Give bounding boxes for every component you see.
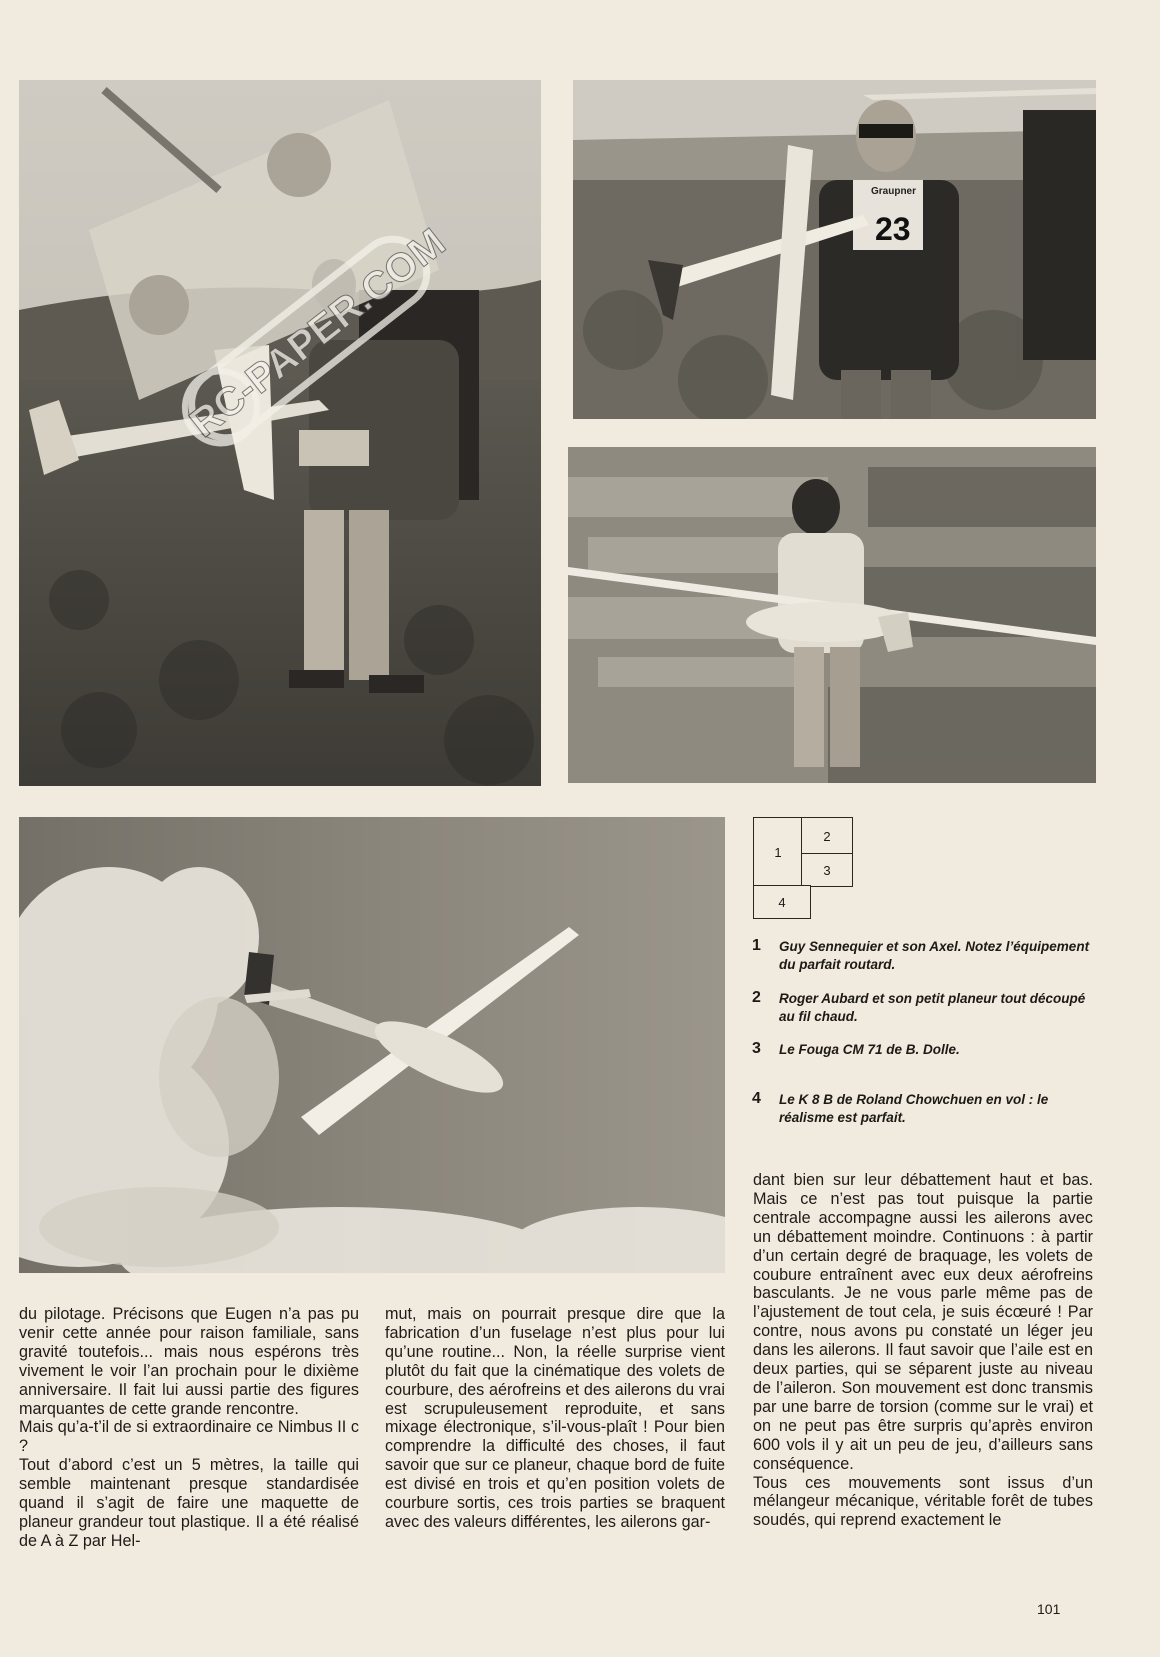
rc-paper-watermark bbox=[19, 80, 541, 786]
caption-3 bbox=[752, 1041, 1092, 1059]
caption-1 bbox=[752, 938, 1092, 974]
legend-cell-2 bbox=[801, 817, 853, 855]
caption-4 bbox=[752, 1091, 1092, 1127]
caption-number: 1 bbox=[752, 937, 761, 954]
legend-label-2: 2 bbox=[823, 828, 831, 844]
text-column-middle bbox=[385, 1305, 725, 1532]
photo-3-fouga-glider bbox=[568, 447, 1096, 783]
caption-number: 4 bbox=[752, 1090, 761, 1107]
legend-cell-3 bbox=[801, 853, 853, 887]
legend-label-1: 1 bbox=[774, 844, 782, 860]
photo-2-pilot-small-glider bbox=[573, 80, 1096, 419]
bib-sponsor-text: Graupner bbox=[871, 186, 917, 197]
paragraph: dant bien sur leur débattement haut et bas. Mais ce n’est pas tout puisque la partie centrale accompagne aussi les ailerons avec un débattement moindre. Continuons : à partir d’un certain degré de braquage, les volets de coubure entraînent avec eux deux aérofreins basculants. Je ne vous parle même pas de l’ajustement de tout cela, je suis écœuré ! Par contre, nous avons pu constaté un léger jeu dans les ailerons. Il faut savoir que l’aile est en deux parties, qui se séparent juste au niveau de l’aileron. Son mouvement est donc transmis par une barre de torsion (comme sur le vrai) et on ne peut pas être surpris qu’après environ 600 vols il y ait un peu de jeu, d’ailleurs sans conséquence. bbox=[753, 1171, 1093, 1473]
paragraph: Tout d’abord c’est un 5 mètres, la taille qui semble maintenant presque standardisée quand il s’agit de faire une maquette de planeur grandeur tout plastique. Il a été réalisé de A à Z par Hel- bbox=[19, 1456, 359, 1550]
text-column-left bbox=[19, 1305, 359, 1551]
caption-number: 2 bbox=[752, 989, 761, 1006]
legend-label-4: 4 bbox=[778, 894, 786, 910]
bib-number-text: 23 bbox=[875, 211, 911, 247]
legend-cell-1 bbox=[753, 817, 803, 887]
paragraph: du pilotage. Précisons que Eugen n’a pas pu venir cette année pour raison familiale, sans gravité toutefois... mais nous espérons très vivement le voir l’an prochain pour le dixième anniversaire. Il fait lui aussi partie des figures marquantes de cette grande rencontre. bbox=[19, 1305, 359, 1418]
text-column-right bbox=[753, 1171, 1093, 1530]
caption-text: Le K 8 B de Roland Chowchuen en vol : le réalisme est parfait. bbox=[779, 1092, 1049, 1125]
photo-1-pilot-with-glider bbox=[19, 80, 541, 786]
caption-text: Guy Sennequier et son Axel. Notez l’équipement du parfait routard. bbox=[779, 939, 1090, 972]
legend-label-3: 3 bbox=[823, 862, 831, 878]
paragraph: mut, mais on pourrait presque dire que la fabrication d’un fuselage n’est plus pour lui qu’une routine... Non, la réelle surprise vient plutôt du fait que la cinématique des volets de courbure, des aérofreins et des ailerons du vrai est scrupuleusement reproduite, et sans mixage électronique, s’il-vous-plaît ! Pour bien comprendre la difficulté des choses, il faut savoir que sur ce planeur, chaque bord de fuite est divisé en trois et qu’en position volets de courbure sortis, ces trois parties se braquent avec des valeurs différentes, les ailerons gar- bbox=[385, 1305, 725, 1531]
paragraph: Mais qu’a-t’il de si extraordinaire ce Nimbus II c ? bbox=[19, 1418, 359, 1456]
caption-text: Roger Aubard et son petit planeur tout découpé au fil chaud. bbox=[779, 991, 1086, 1024]
photo-layout-legend bbox=[753, 817, 853, 919]
legend-cell-4 bbox=[753, 885, 811, 919]
caption-text: Le Fouga CM 71 de B. Dolle. bbox=[779, 1042, 960, 1057]
caption-number: 3 bbox=[752, 1040, 761, 1057]
page-number: 101 bbox=[1037, 1601, 1061, 1617]
watermark-text: RC-PAPER.COM bbox=[181, 220, 454, 447]
paragraph: Tous ces mouvements sont issus d’un mélangeur mécanique, véritable forêt de tubes soudés, qui reprend exactement le bbox=[753, 1473, 1093, 1530]
caption-2 bbox=[752, 990, 1092, 1026]
photo-4-k8b-in-flight bbox=[19, 817, 725, 1273]
